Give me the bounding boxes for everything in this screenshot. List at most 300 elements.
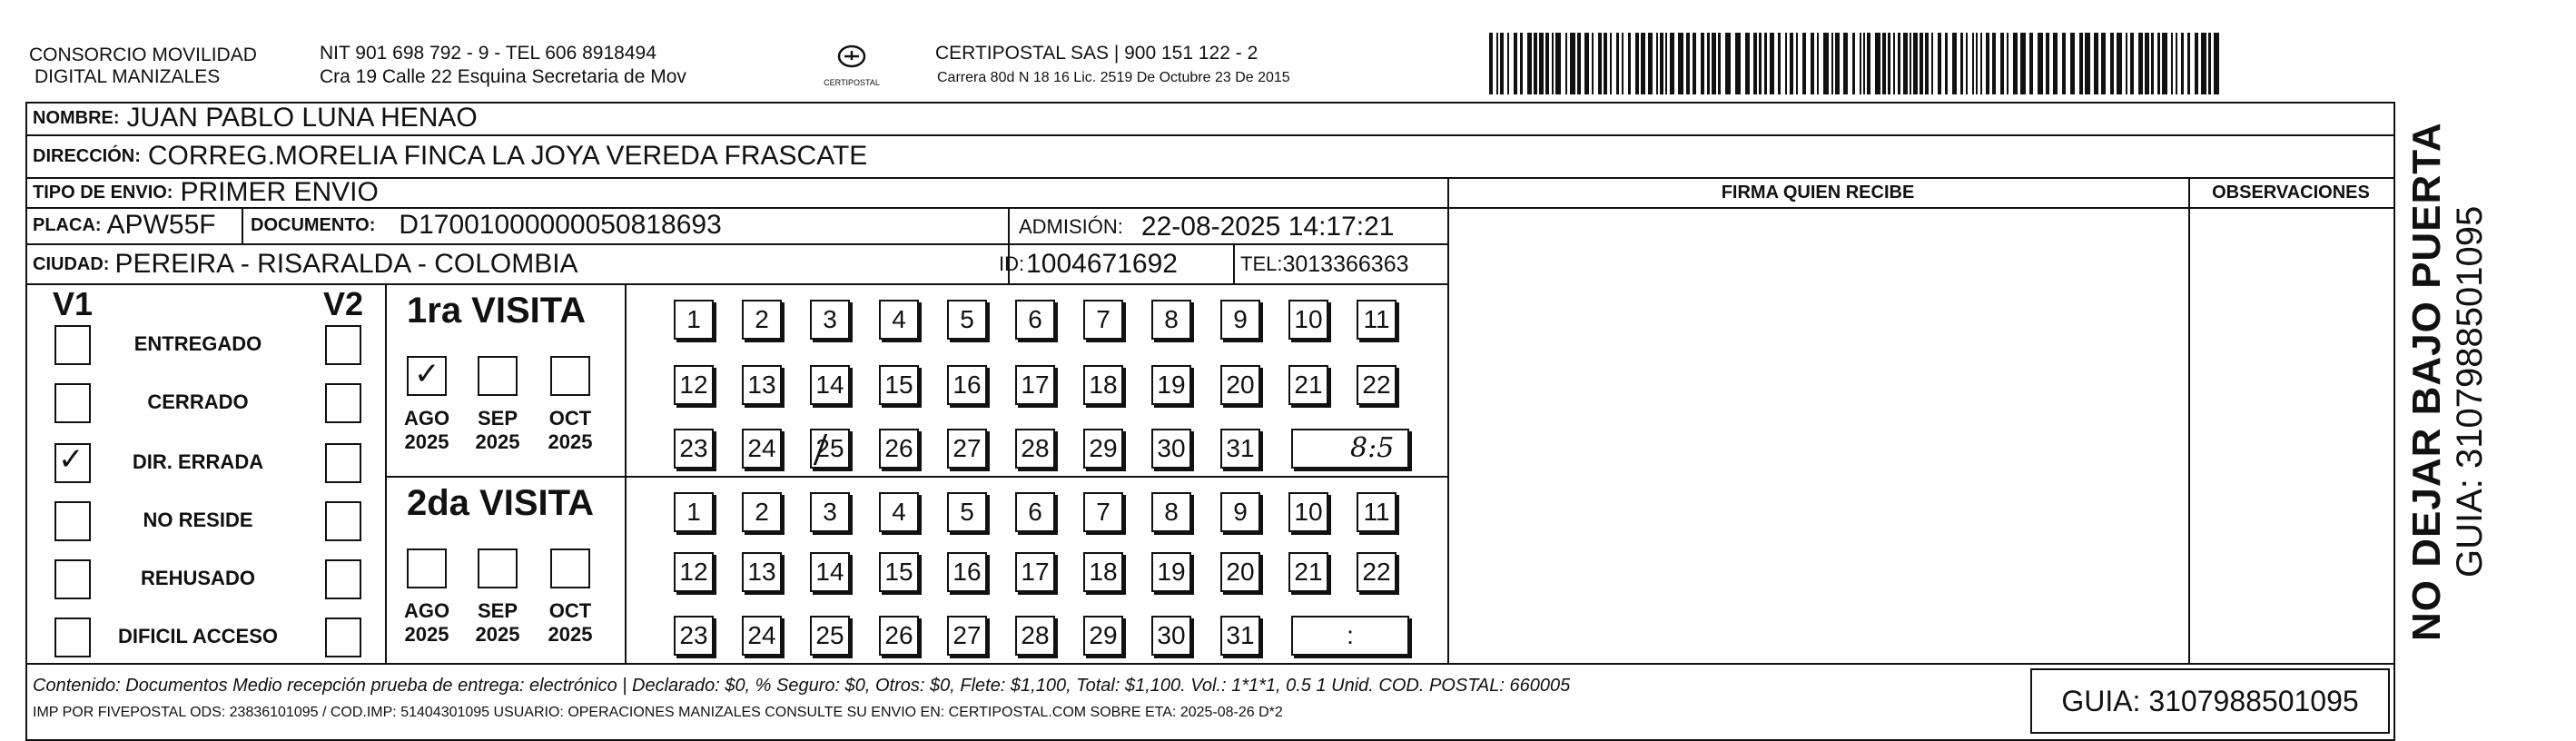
day-box[interactable] [1083, 552, 1123, 592]
day-number: 21 [1294, 558, 1323, 586]
month-label: AGO [403, 599, 450, 622]
barcode-bar [1817, 33, 1819, 94]
barcode-bar [2070, 33, 2075, 94]
barcode-bar [1867, 33, 1870, 94]
day-box[interactable] [879, 429, 919, 469]
side-guia: GUIA: 3107988501095 [2450, 205, 2490, 578]
company-name-line2: DIGITAL MANIZALES [35, 66, 221, 87]
day-box[interactable] [1015, 492, 1055, 532]
barcode-bar [1863, 33, 1865, 94]
barcode-bar [2101, 33, 2106, 94]
day-box[interactable] [879, 492, 919, 532]
day-box[interactable] [1015, 616, 1055, 656]
barcode-bar [2062, 33, 2066, 94]
barcode-bar [2214, 33, 2219, 94]
day-box[interactable] [1015, 300, 1055, 340]
day-number: 25 [815, 434, 844, 462]
day-number: 18 [1089, 370, 1118, 399]
day-box[interactable] [1083, 365, 1123, 405]
admision-label: ADMISIÓN: [1019, 215, 1123, 238]
month-checkbox[interactable] [478, 548, 518, 588]
day-number: 28 [1021, 434, 1050, 462]
day-box[interactable] [1288, 300, 1328, 340]
tipo-envio-label: TIPO DE ENVIO: [33, 182, 173, 203]
barcode-bar [1527, 33, 1532, 94]
obs-column-left [2188, 177, 2190, 663]
day-number: 3 [823, 498, 837, 526]
day-box[interactable] [674, 492, 714, 532]
barcode-bar [1520, 33, 1523, 94]
barcode-bar [1500, 33, 1504, 94]
barcode-bar [1678, 33, 1683, 94]
day-number: 6 [1028, 498, 1042, 526]
barcode-bar [1534, 33, 1537, 94]
status-option-label: ENTREGADO [133, 332, 262, 355]
barcode-bar [1938, 33, 1941, 94]
documento-label: DOCUMENTO: [251, 214, 376, 235]
day-number: 13 [747, 370, 776, 399]
barcode-bar [1831, 33, 1833, 94]
day-box[interactable] [1288, 365, 1328, 405]
day-box[interactable] [674, 300, 714, 340]
day-box[interactable] [810, 492, 850, 532]
day-number: 12 [679, 558, 708, 586]
barcode-bar [1875, 33, 1880, 94]
barcode-bar [1622, 33, 1624, 94]
day-box[interactable] [1357, 300, 1397, 340]
day-box[interactable] [879, 616, 919, 656]
company-address: Cra 19 Calle 22 Esquina Secretaria de Mov [320, 66, 686, 87]
day-box[interactable] [947, 492, 987, 532]
day-number: 8 [1164, 498, 1179, 526]
barcode-bar [1888, 33, 1890, 94]
barcode-bar [1660, 33, 1663, 94]
day-number: 6 [1028, 305, 1042, 333]
day-number: 1 [686, 305, 701, 333]
day-box[interactable] [674, 429, 714, 469]
barcode-bar [1753, 33, 1757, 94]
day-box[interactable] [1151, 300, 1191, 340]
visit2-title: 2da VISITA [407, 483, 594, 523]
v2-checkbox[interactable] [325, 618, 361, 657]
v2-checkbox[interactable] [325, 501, 361, 541]
ciudad-field [33, 245, 578, 283]
barcode-bar [1882, 33, 1886, 94]
contenido-line: Contenido: Documentos Medio recepción prueba de entrega: electrónico | Declarado: $0, % Seguro: $0, Otros: $0, Flete: $1,100, Total: $1,100. Vol.: 1*1*1, 0.5 1 Unid. COD. POSTAL: 660005 [33, 676, 1571, 696]
v2-checkbox[interactable] [325, 443, 361, 483]
observaciones-header: OBSERVACIONES [2212, 183, 2370, 203]
barcode-bar [2145, 33, 2149, 94]
barcode-bar [1802, 33, 1806, 94]
day-number: 9 [1233, 498, 1248, 526]
barcode-bar [1641, 33, 1645, 94]
barcode-bar [2038, 33, 2043, 94]
nombre-row [33, 102, 478, 134]
day-box[interactable] [1220, 429, 1260, 469]
day-number: 29 [1089, 621, 1118, 649]
month-label: OCT [548, 599, 592, 622]
day-number: 8 [1164, 305, 1179, 333]
day-box[interactable] [1220, 492, 1260, 532]
day-box[interactable] [1015, 365, 1055, 405]
day-number: 16 [952, 370, 982, 399]
barcode-bar [1665, 33, 1667, 94]
day-box[interactable] [674, 365, 714, 405]
v2-checkbox[interactable] [325, 559, 361, 599]
tel-field [1240, 245, 1409, 283]
barcode-bar [1778, 33, 1781, 94]
day-box[interactable] [810, 365, 850, 405]
day-box[interactable] [742, 492, 782, 532]
day-box[interactable] [947, 552, 987, 592]
direccion-value: CORREG.MORELIA FINCA LA JOYA VEREDA FRASCATE [147, 141, 868, 171]
barcode-bar [2195, 33, 2198, 94]
barcode-bar [1960, 33, 1963, 94]
month-checkbox[interactable] [550, 356, 590, 396]
v1-checkbox[interactable] [54, 325, 91, 365]
barcode-bar [1701, 33, 1704, 94]
barcode-bar [2138, 33, 2143, 94]
day-box[interactable] [947, 429, 987, 469]
barcode-bar [1966, 33, 1968, 94]
barcode-bar [1843, 33, 1848, 94]
day-box[interactable] [1357, 365, 1397, 405]
day-number: 23 [679, 434, 708, 462]
barcode-bar [2201, 33, 2206, 94]
day-box[interactable] [947, 365, 987, 405]
day-box[interactable] [879, 365, 919, 405]
barcode-bar [1552, 33, 1554, 94]
barcode-bar [2171, 33, 2173, 94]
month-year-label: 2025 [404, 623, 449, 646]
barcode-bar [2046, 33, 2049, 94]
firma-column-left [1447, 177, 1449, 663]
day-box[interactable] [810, 616, 850, 656]
placa-field [33, 207, 216, 243]
day-box[interactable] [1151, 429, 1191, 469]
visit1-title: 1ra VISITA [407, 291, 587, 331]
day-box[interactable] [1083, 429, 1123, 469]
v2-checkbox[interactable] [325, 383, 361, 423]
visit2-time-box[interactable] [1291, 616, 1409, 656]
placa-label: PLACA: [33, 214, 102, 235]
barcode-bar [1718, 33, 1721, 94]
documento-field [251, 207, 722, 243]
barcode-bar [1592, 33, 1594, 94]
day-box[interactable] [1151, 365, 1191, 405]
barcode-bar [2117, 33, 2122, 94]
barcode-bar [1725, 33, 1731, 94]
month-year-label: 2025 [475, 623, 520, 646]
day-number: 9 [1233, 305, 1248, 333]
day-box[interactable] [742, 365, 782, 405]
barcode-bar [1860, 33, 1861, 94]
certipostal-logo-icon [823, 40, 881, 91]
firma-header: FIRMA QUIEN RECIBE [1721, 183, 1915, 203]
v1-header: V1 [53, 285, 94, 322]
day-number: 2 [755, 498, 769, 526]
barcode-bar [1759, 33, 1762, 94]
barcode-bar [1790, 33, 1793, 94]
day-box[interactable] [1083, 492, 1123, 532]
day-box[interactable] [1288, 492, 1328, 532]
status-option-label: REHUSADO [141, 567, 255, 589]
day-number: 14 [815, 558, 844, 586]
day-number: 13 [747, 558, 776, 586]
day-number: 10 [1294, 498, 1323, 526]
barcode-bar [2126, 33, 2127, 94]
day-box[interactable] [1220, 552, 1260, 592]
barcode-bar [1507, 33, 1509, 94]
day-box[interactable] [810, 429, 850, 469]
barcode-bar [1903, 33, 1908, 94]
barcode-bar [2130, 33, 2134, 94]
day-box[interactable] [674, 616, 714, 656]
certipostal-logo [823, 40, 881, 91]
day-box[interactable] [742, 300, 782, 340]
barcode-bar [1598, 33, 1602, 94]
barcode [1489, 33, 2221, 96]
barcode-bar [1785, 33, 1787, 94]
direccion-row [33, 136, 867, 176]
barcode-bar [2053, 33, 2058, 94]
barcode-bar [1898, 33, 1900, 94]
barcode-bar [1992, 33, 1996, 94]
day-number: 30 [1157, 434, 1186, 462]
months-divider [625, 283, 627, 663]
day-box[interactable] [1288, 552, 1328, 592]
day-number: 31 [1226, 621, 1255, 649]
barcode-bar [1796, 33, 1798, 94]
day-number: 7 [1096, 305, 1110, 333]
month-year-label: 2025 [404, 430, 449, 453]
month-year-label: 2025 [475, 430, 520, 453]
barcode-bar [1712, 33, 1716, 94]
day-number: 14 [815, 370, 844, 399]
barcode-bar [1735, 33, 1741, 94]
id-value: 1004671692 [1026, 249, 1178, 279]
day-number: 10 [1294, 305, 1323, 333]
barcode-bar [1764, 33, 1767, 94]
status-option-label: NO RESIDE [143, 509, 253, 531]
day-number: 20 [1226, 558, 1255, 586]
tel-value: 3013366363 [1282, 251, 1409, 277]
barcode-bar [2110, 33, 2114, 94]
status-option-label: CERRADO [147, 390, 249, 413]
day-number: 5 [960, 498, 974, 526]
barcode-bar [1565, 33, 1567, 94]
barcode-bar [1577, 33, 1581, 94]
day-number: 17 [1021, 558, 1050, 586]
day-number: 15 [884, 370, 913, 399]
day-number: 19 [1157, 558, 1186, 586]
day-box[interactable] [1151, 552, 1191, 592]
day-number: 22 [1362, 370, 1391, 399]
barcode-bar [1545, 33, 1549, 94]
nombre-label: NOMBRE: [33, 107, 120, 128]
checkmark-icon: ✓ [58, 441, 84, 478]
day-box[interactable] [1083, 300, 1123, 340]
barcode-bar [2181, 33, 2184, 94]
barcode-bar [1616, 33, 1619, 94]
day-box[interactable] [1151, 492, 1191, 532]
ciudad-value: PEREIRA - RISARALDA - COLOMBIA [114, 249, 578, 279]
company-name-line1: CONSORCIO MOVILIDAD [29, 44, 257, 65]
barcode-bar [1952, 33, 1957, 94]
day-number: 27 [952, 621, 982, 649]
barcode-bar [1972, 33, 1974, 94]
barcode-bar [1656, 33, 1658, 94]
barcode-bar [1693, 33, 1696, 94]
barcode-bar [1852, 33, 1855, 94]
day-number: 4 [892, 498, 906, 526]
day-box[interactable] [742, 616, 782, 656]
barcode-bar [1514, 33, 1517, 94]
month-label: SEP [477, 599, 518, 622]
barcode-bar [2151, 33, 2154, 94]
barcode-bar [1496, 33, 1498, 94]
day-number: 20 [1226, 370, 1255, 399]
status-divider [385, 283, 387, 663]
day-box[interactable] [1220, 616, 1260, 656]
barcode-bar [2029, 33, 2033, 94]
day-number: 5 [960, 305, 974, 333]
day-number: 7 [1096, 498, 1110, 526]
barcode-bar [2007, 33, 2008, 94]
barcode-bar [2162, 33, 2167, 94]
courier-name: CERTIPOSTAL SAS | 900 151 122 - 2 [935, 43, 1258, 64]
tipo-envio-value: PRIMER ENVIO [180, 177, 379, 207]
barcode-bar [1986, 33, 1989, 94]
day-box[interactable] [879, 552, 919, 592]
day-number: 12 [679, 370, 708, 399]
day-box[interactable] [947, 300, 987, 340]
barcode-bar [2000, 33, 2004, 94]
day-box[interactable] [1220, 365, 1260, 405]
barcode-bar [1648, 33, 1653, 94]
day-number: 29 [1089, 434, 1118, 462]
v1-checkbox[interactable] [54, 559, 91, 599]
day-box[interactable] [810, 552, 850, 592]
barcode-bar [2013, 33, 2018, 94]
day-number: 11 [1363, 305, 1390, 333]
day-box[interactable] [947, 616, 987, 656]
day-box[interactable] [1357, 552, 1397, 592]
visit2-time-value: : [1347, 621, 1354, 649]
checkmark-icon: ✓ [414, 356, 440, 392]
row-divider [25, 283, 1449, 285]
v1-checkbox[interactable] [54, 383, 91, 423]
day-number: 4 [892, 305, 906, 333]
month-label: OCT [548, 407, 592, 430]
day-number: 30 [1157, 621, 1186, 649]
month-checkbox[interactable] [407, 356, 447, 396]
barcode-bar [1628, 33, 1631, 94]
id-label: ID: [999, 252, 1025, 275]
v2-header: V2 [323, 285, 364, 322]
month-year-label: 2025 [548, 430, 593, 453]
barcode-bar [1925, 33, 1929, 94]
day-box[interactable] [1357, 492, 1397, 532]
month-checkbox[interactable] [550, 548, 590, 588]
day-number: 15 [884, 558, 913, 586]
svg-text:CERTIPOSTAL: CERTIPOSTAL [824, 78, 880, 87]
barcode-bar [2085, 33, 2090, 94]
month-checkbox[interactable] [407, 548, 447, 588]
month-checkbox[interactable] [478, 356, 518, 396]
day-number: 24 [747, 434, 776, 462]
v2-checkbox[interactable] [325, 325, 361, 365]
barcode-bar [1707, 33, 1710, 94]
barcode-bar [1770, 33, 1774, 94]
courier-license: Carrera 80d N 18 16 Lic. 2519 De Octubre 23 De 2015 [937, 70, 1290, 85]
tel-label: TEL: [1240, 252, 1283, 275]
barcode-bar [1584, 33, 1589, 94]
day-box[interactable] [1015, 429, 1055, 469]
documento-value: D17001000000050818693 [399, 210, 722, 240]
barcode-bar [1910, 33, 1911, 94]
barcode-bar [1976, 33, 1978, 94]
placa-value: APW55F [106, 210, 216, 240]
barcode-bar [1931, 33, 1933, 94]
barcode-bar [1489, 33, 1493, 94]
day-number: 16 [952, 558, 982, 586]
barcode-bar [1913, 33, 1918, 94]
v1-checkbox[interactable] [54, 443, 91, 483]
day-box[interactable] [1083, 616, 1123, 656]
day-number: 31 [1226, 434, 1255, 462]
day-box[interactable] [1220, 300, 1260, 340]
v1-checkbox[interactable] [54, 618, 91, 657]
barcode-bar [1670, 33, 1674, 94]
nombre-value: JUAN PABLO LUNA HENAO [126, 103, 478, 133]
barcode-bar [2157, 33, 2160, 94]
row-divider [25, 663, 2395, 665]
day-box[interactable] [742, 552, 782, 592]
day-number: 25 [815, 621, 844, 649]
barcode-bar [1539, 33, 1544, 94]
barcode-bar [1745, 33, 1750, 94]
day-number: 11 [1363, 498, 1390, 526]
day-box[interactable] [1151, 616, 1191, 656]
barcode-bar [1686, 33, 1690, 94]
day-number: 24 [747, 621, 776, 649]
barcode-bar [2208, 33, 2211, 94]
day-box[interactable] [674, 552, 714, 592]
barcode-bar [2176, 33, 2177, 94]
barcode-bar [2079, 33, 2083, 94]
status-option-label: DIFICIL ACCESO [117, 625, 278, 647]
tipo-envio-row [33, 178, 379, 207]
barcode-bar [1604, 33, 1607, 94]
day-box[interactable] [879, 300, 919, 340]
barcode-bar [1823, 33, 1829, 94]
day-number: 22 [1362, 558, 1391, 586]
visit1-time-box[interactable] [1291, 429, 1409, 469]
day-box[interactable] [742, 429, 782, 469]
day-number: 27 [952, 434, 982, 462]
day-number: 26 [884, 621, 913, 649]
barcode-bar [1945, 33, 1948, 94]
day-box[interactable] [810, 300, 850, 340]
barcode-bar [1835, 33, 1840, 94]
day-number: 28 [1021, 621, 1050, 649]
barcode-bar [1570, 33, 1575, 94]
day-box[interactable] [1015, 552, 1055, 592]
day-number: 17 [1021, 370, 1050, 399]
barcode-bar [2094, 33, 2098, 94]
v1-checkbox[interactable] [54, 501, 91, 541]
